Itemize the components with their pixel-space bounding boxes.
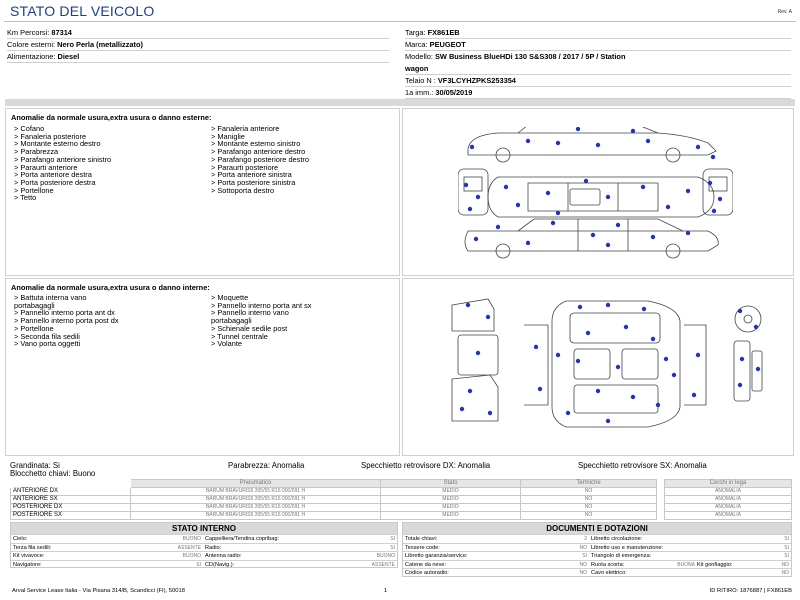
list-item: > Montante esterno destro — [14, 139, 101, 149]
table-row — [11, 512, 657, 520]
list-item: > Parafango anteriore sinistro — [14, 154, 112, 164]
document-field: Cavo elettrico: NO — [591, 570, 789, 576]
table-header-blank — [11, 480, 131, 488]
document-field: Codice autoradio: NO — [405, 570, 587, 576]
table-row — [665, 512, 792, 520]
list-item: portabagagli — [14, 300, 55, 310]
list-item: > Paraurti posteriore — [211, 162, 279, 172]
documents-title: DOCUMENTI E DOTAZIONI — [403, 523, 791, 534]
document-field: Triangolo di emergenza: SI — [591, 553, 789, 559]
document-field: Tessere code: NO — [405, 544, 587, 551]
list-item: > Pannello interno porta ant dx — [14, 308, 115, 318]
tyre-state: MEDIO — [381, 496, 521, 504]
list-item: > Volante — [211, 339, 243, 349]
car-exterior-diagram — [458, 127, 733, 259]
info-brand: Marca: PEUGEOT — [405, 39, 791, 51]
external-damage-list-1 — [14, 125, 111, 202]
document-field: Libretto garanzia/service: SI — [405, 553, 587, 559]
footer-page-number: 1 — [384, 588, 388, 594]
table-row — [11, 504, 657, 512]
document-title: STATO DEL VEICOLO — [10, 3, 155, 19]
tyre-state: MEDIO — [381, 504, 521, 512]
list-item: > Pannello interno porta ant sx — [211, 300, 312, 310]
interior-field: CD(Navig.): ASSENTE — [205, 561, 395, 568]
list-item: > Moquette — [211, 293, 249, 302]
tyres-table — [10, 479, 657, 520]
list-item: > Parafango posteriore destro — [211, 154, 309, 164]
table-row — [11, 488, 657, 496]
tyre-position: ANTERIORE SX — [11, 496, 131, 504]
table-row — [11, 496, 657, 504]
document-field: Libretto circolazione: SI — [591, 536, 789, 542]
list-item: > Seconda fila sedili — [14, 331, 80, 341]
parabrezza-status: Parabrezza: Anomalia — [228, 461, 305, 470]
list-item: > Fanaleria anteriore — [211, 124, 280, 133]
document-field: Catene da neve: NO — [405, 561, 587, 568]
rim-state: ANOMALIA — [665, 496, 792, 504]
mirror-dx-status: Specchietto retrovisore DX: Anomalia — [361, 461, 491, 470]
revision-label: Rev. A — [777, 9, 792, 15]
interior-state-box — [10, 522, 398, 568]
table-row — [665, 488, 792, 496]
documents-grid — [403, 534, 791, 577]
list-item: > Pannello interno vano — [211, 308, 289, 318]
tyre-state: MEDIO — [381, 488, 521, 496]
list-item: > Cofano — [14, 124, 45, 133]
external-damage-title: Anomalie da normale usura,extra usura o danno esterne: — [11, 113, 212, 122]
list-item: > Schienale sedile post — [211, 323, 288, 333]
table-row — [665, 496, 792, 504]
info-registration: 1a imm.: 30/05/2019 — [405, 87, 791, 99]
list-item: > Porta posteriore destra — [14, 177, 96, 187]
interior-state-grid — [11, 534, 397, 568]
vehicle-info-right — [405, 27, 791, 99]
list-item: > Portellone — [14, 323, 54, 333]
tyre-model: BARUM BRAVURIS5 205/55 R16 000/091 H — [131, 512, 381, 520]
tyre-position: POSTERIORE SX — [11, 512, 131, 520]
interior-field: Radio: SI — [205, 544, 395, 551]
interior-field: Navigatore: SI — [13, 561, 201, 568]
list-item: > Porta anteriore destra — [14, 170, 92, 180]
interior-field: Terza fila sedili: ASSENTE — [13, 544, 201, 551]
list-item: > Porta anteriore sinistra — [211, 170, 292, 180]
info-color: Colore esterni: Nero Perla (metallizzato) — [7, 39, 389, 51]
vehicle-info-left — [7, 27, 389, 63]
tyre-winter: NO — [521, 496, 657, 504]
interior-field: Cielo: BUONO — [13, 536, 201, 542]
rim-state: ANOMALIA — [665, 504, 792, 512]
list-item: > Parabrezza — [14, 147, 59, 157]
list-item: > Battuta interna vano — [14, 293, 87, 302]
info-chassis: Telaio N : VF3LCYHZPKS253354 — [405, 75, 791, 87]
interior-field: Antenna radio: BUONO — [205, 553, 395, 559]
tyre-position: POSTERIORE DX — [11, 504, 131, 512]
tyre-winter: NO — [521, 488, 657, 496]
tyre-model: BARUM BRAVURIS5 205/55 R16 000/091 H — [131, 504, 381, 512]
tyre-model: BARUM BRAVURIS5 205/55 R16 000/091 H — [131, 496, 381, 504]
list-item: > Maniglie — [211, 131, 245, 141]
tyre-winter: NO — [521, 512, 657, 520]
internal-damage-title: Anomalie da normale usura,extra usura o danno interne: — [11, 283, 210, 292]
list-item: > Tunnel centrale — [211, 331, 268, 341]
interior-field: Cappelliera/Tendina copribag: SI — [205, 536, 395, 542]
title-divider — [4, 21, 796, 22]
external-damage-list-2 — [211, 125, 309, 194]
list-item: > Fanaleria posteriore — [14, 131, 87, 141]
tyre-state: MEDIO — [381, 512, 521, 520]
interior-field: Kit vivavoce: BUONO — [13, 553, 201, 559]
list-item: > Montante esterno sinistro — [211, 139, 301, 149]
mirror-sx-status: Specchietto retrovisore SX: Anomalia — [578, 461, 707, 470]
internal-damage-panel — [5, 278, 400, 456]
list-item: > Sottoporta destro — [211, 185, 275, 195]
table-header: Stato — [381, 480, 521, 488]
info-model-cont: wagon — [405, 63, 791, 75]
tyre-winter: NO — [521, 504, 657, 512]
list-item: > Vano porta oggetti — [14, 339, 81, 349]
footer-company: Arval Service Lease Italia - Via Pisana 314/B, Scandicci (FI), 50018 — [12, 588, 185, 594]
interior-state-title: STATO INTERNO — [11, 523, 397, 534]
blocchetto-status: Blocchetto chiavi: Buono — [10, 469, 96, 478]
rim-state: ANOMALIA — [665, 512, 792, 520]
tyre-model: BARUM BRAVURIS5 205/55 R16 000/091 H — [131, 488, 381, 496]
document-field: Libretto uso e manutenzione: SI — [591, 544, 789, 551]
list-item: > Portellone — [14, 185, 54, 195]
documents-box — [402, 522, 792, 577]
rim-state: ANOMALIA — [665, 488, 792, 496]
internal-damage-list-2 — [211, 294, 311, 348]
list-item: > Paraurti anteriore — [14, 162, 78, 172]
table-header: Pneumatico — [131, 480, 381, 488]
info-fuel: Alimentazione: Diesel — [7, 51, 389, 63]
rims-table — [664, 479, 792, 520]
table-header-row — [11, 480, 657, 488]
list-item: > Pannello interno porta post dx — [14, 316, 119, 326]
info-plate: Targa: FX861EB — [405, 27, 791, 39]
list-item: portabagagli — [211, 316, 252, 326]
footer-id: ID RITIRO: 1876887 | FX861EB — [709, 588, 792, 594]
document-field: Totale chiavi: 2 — [405, 536, 587, 542]
car-interior-diagram — [448, 295, 778, 433]
internal-diagram-panel — [402, 278, 794, 456]
document-field: Ruota scorta: BUONA Kit gonfiaggio: NO — [591, 561, 789, 568]
table-header-row — [665, 480, 792, 488]
table-row — [665, 504, 792, 512]
info-model: Modello: SW Business BlueHDi 130 S&S308 / 2017 / 5P / Station — [405, 52, 626, 61]
info-km: Km Percorsi: 87314 — [7, 27, 389, 39]
grandinata-status: Grandinata: Si — [10, 461, 60, 470]
tyre-position: ANTERIORE DX — [11, 488, 131, 496]
external-damage-panel — [5, 108, 400, 276]
external-diagram-panel — [402, 108, 794, 276]
list-item: > Tetto — [14, 193, 37, 203]
section-divider — [5, 99, 795, 106]
table-header: Cerchi in lega — [665, 480, 792, 488]
internal-damage-list-1 — [14, 294, 119, 348]
table-header: Termiche — [521, 480, 657, 488]
list-item: > Parafango anteriore destro — [211, 147, 306, 157]
list-item: > Porta posteriore sinistra — [211, 177, 296, 187]
